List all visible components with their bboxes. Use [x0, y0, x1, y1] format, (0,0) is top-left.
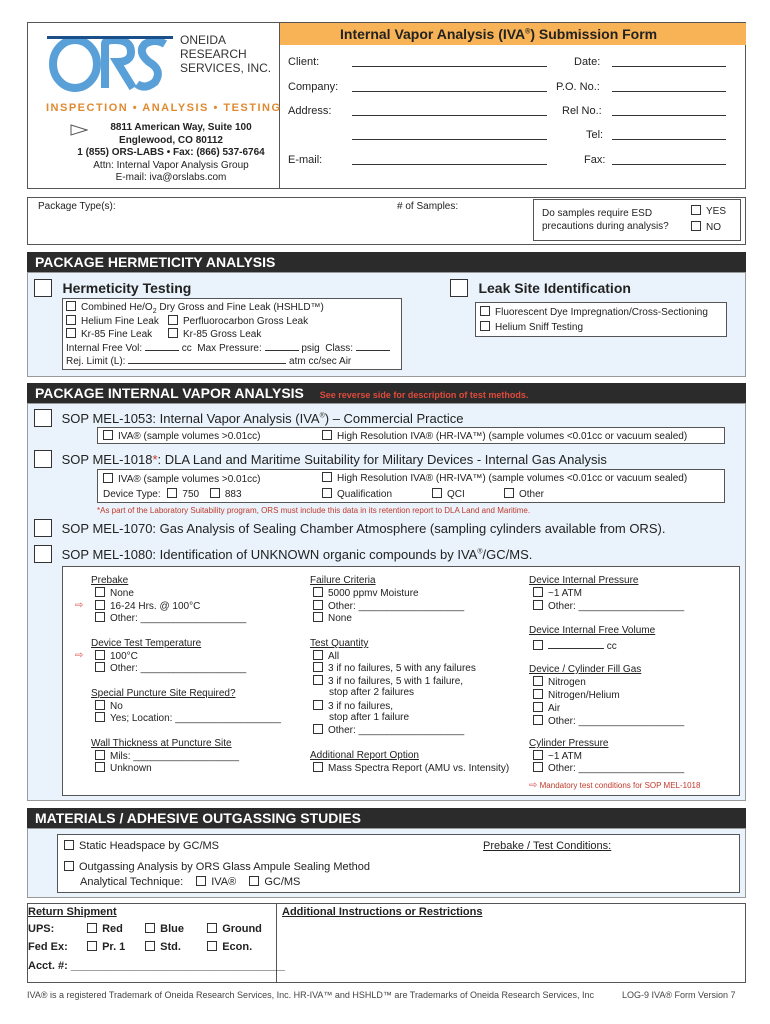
client-label: Client:: [288, 56, 320, 68]
sop1070[interactable]: SOP MEL-1070: Gas Analysis of Sealing Chamber Atmosphere (sampling cylinders available from ORS).: [34, 519, 665, 537]
company-name-line1: ONEIDA: [180, 33, 227, 47]
leak-site-title: Leak Site Identification: [478, 280, 631, 296]
hermeticity-checkbox[interactable]: [34, 279, 52, 297]
form-title: Internal Vapor Analysis (IVA®) Submission Form: [340, 26, 658, 42]
sop1018-hriva[interactable]: High Resolution IVA® (HR-IVA™) (sample volumes <0.01cc or vacuum sealed): [322, 472, 687, 484]
quantity-opt4[interactable]: 3 if no failures,: [313, 700, 393, 712]
sop1018-checkbox[interactable]: [34, 450, 52, 468]
sop1018-note: *As part of the Laboratory Suitability program, ORS must include this data in its retention report to DLA Land and Maritime.: [97, 506, 531, 515]
puncture-heading: Special Puncture Site Required?: [91, 688, 236, 699]
class-field[interactable]: [356, 350, 390, 351]
quantity-opt1[interactable]: All: [313, 650, 339, 662]
outgassing[interactable]: Outgassing Analysis by ORS Glass Ampule Sealing Method: [64, 861, 370, 873]
leak-opt2-checkbox[interactable]: [480, 321, 490, 331]
materials-band: MATERIALS / ADHESIVE OUTGASSING STUDIES: [27, 808, 746, 828]
email-field[interactable]: [352, 164, 547, 165]
fill-opt2[interactable]: Nitrogen/Helium: [533, 689, 620, 701]
static-checkbox[interactable]: [64, 840, 74, 850]
prebake-opt1[interactable]: None: [95, 587, 134, 599]
dev-temp-opt2[interactable]: Other: ___________________: [95, 662, 246, 674]
fill-opt4-checkbox[interactable]: [533, 715, 543, 725]
ups-row: UPS: Red Blue Ground: [28, 923, 262, 935]
herm-opt4[interactable]: Kr-85 Fine Leak: [66, 328, 152, 340]
company-logo: [45, 30, 175, 98]
herm-opt2[interactable]: Helium Fine Leak: [66, 315, 159, 327]
quantity-opt3-cont: stop after 2 failures: [329, 687, 415, 698]
sop1018[interactable]: SOP MEL-1018*: DLA Land and Maritime Suitability for Military Devices - Internal Gas Analysis: [34, 450, 607, 468]
sop1018-iva-checkbox[interactable]: [103, 473, 113, 483]
fill-heading: Device / Cylinder Fill Gas: [529, 664, 642, 675]
company-name: [180, 33, 271, 75]
address-label: Address:: [288, 105, 332, 117]
free-vol-heading: Device Internal Free Volume: [529, 625, 656, 636]
other-option[interactable]: Other: [504, 488, 544, 500]
max-pressure-field[interactable]: [265, 350, 299, 351]
qual-checkbox[interactable]: [322, 488, 332, 498]
cyl-opt1[interactable]: ~1 ATM: [533, 750, 582, 762]
herm-opt3[interactable]: Perfluorocarbon Gross Leak: [168, 315, 308, 327]
dt750-checkbox[interactable]: [167, 488, 177, 498]
instructions-title: Additional Instructions or Restrictions: [282, 906, 483, 918]
sop1080[interactable]: SOP MEL-1080: Identification of UNKNOWN organic compounds by IVA®/GC/MS.: [34, 545, 532, 563]
client-field[interactable]: [352, 66, 547, 67]
date-label: Date:: [574, 56, 601, 68]
puncture-opt2[interactable]: Yes; Location: ___________________: [95, 712, 281, 724]
hermeticity-band: PACKAGE HERMETICITY ANALYSIS: [27, 252, 746, 272]
account-number[interactable]: Acct. #: ___________________________________: [28, 960, 285, 972]
other-checkbox[interactable]: [504, 488, 514, 498]
ups-ground-checkbox[interactable]: [207, 923, 217, 933]
fill-opt3-checkbox[interactable]: [533, 702, 543, 712]
rej-limit-row: Rej. Limit (L): atm cc/sec Air: [66, 356, 352, 367]
company-email: E-mail: iva@orslabs.com: [115, 172, 227, 183]
leak-site[interactable]: [450, 279, 631, 298]
herm-opt2-checkbox[interactable]: [66, 315, 76, 325]
quantity-opt5-checkbox[interactable]: [313, 724, 323, 734]
fill-opt2-checkbox[interactable]: [533, 689, 543, 699]
rel-label: Rel No.:: [562, 105, 602, 117]
prebake-opt2-checkbox[interactable]: [95, 600, 105, 610]
quantity-heading: Test Quantity: [310, 638, 369, 649]
fedex-row: Fed Ex: Pr. 1 Std. Econ.: [28, 941, 253, 953]
tel-field[interactable]: [612, 139, 726, 140]
free-vol-field[interactable]: [145, 350, 179, 351]
prebake-opt1-checkbox[interactable]: [95, 587, 105, 597]
sop1053-iva[interactable]: IVA® (sample volumes >0.01cc): [103, 430, 261, 442]
sop1053[interactable]: SOP MEL-1053: Internal Vapor Analysis (IVA®) – Commercial Practice: [34, 409, 463, 427]
failure-opt2-checkbox[interactable]: [313, 600, 323, 610]
qci-checkbox[interactable]: [432, 488, 442, 498]
failure-opt1-checkbox[interactable]: [313, 587, 323, 597]
technique-row: Analytical Technique: IVA® GC/MS: [80, 876, 301, 888]
herm-opt4-checkbox[interactable]: [66, 328, 76, 338]
fill-opt1-checkbox[interactable]: [533, 676, 543, 686]
technique-iva-checkbox[interactable]: [196, 876, 206, 886]
company-tagline: INSPECTION • ANALYSIS • TESTING: [46, 102, 282, 114]
prebake-opt3-checkbox[interactable]: [95, 612, 105, 622]
address-field-2[interactable]: [352, 139, 547, 140]
prebake-opt2[interactable]: 16-24 Hrs. @ 100°C: [95, 600, 200, 612]
form-title-bar: [280, 23, 746, 45]
quantity-opt3[interactable]: 3 if no failures, 5 with 1 failure,: [313, 675, 463, 687]
free-vol-input[interactable]: [548, 648, 604, 649]
fax-field[interactable]: [612, 164, 726, 165]
failure-opt2[interactable]: Other: ___________________: [313, 600, 464, 612]
ups-red-checkbox[interactable]: [87, 923, 97, 933]
leak-site-checkbox[interactable]: [450, 279, 468, 297]
esd-yes-checkbox[interactable]: [691, 205, 701, 215]
sop1018-iva[interactable]: IVA® (sample volumes >0.01cc): [103, 473, 261, 485]
outgassing-checkbox[interactable]: [64, 861, 74, 871]
dev-temp-heading: Device Test Temperature: [91, 638, 202, 649]
technique-gcms-checkbox[interactable]: [249, 876, 259, 886]
sop1080-checkbox[interactable]: [34, 545, 52, 563]
address-line2: Englewood, CO 80112: [119, 134, 223, 146]
esd-question: Do samples require ESD precautions during analysis?: [542, 208, 669, 232]
cyl-opt2[interactable]: Other: ___________________: [533, 762, 684, 774]
free-vol-checkbox[interactable]: [533, 640, 543, 650]
quantity-opt2[interactable]: 3 if no failures, 5 with any failures: [313, 662, 476, 674]
pressure-opt1[interactable]: ~1 ATM: [533, 587, 582, 599]
date-field[interactable]: [612, 66, 726, 67]
failure-opt1[interactable]: 5000 ppmv Moisture: [313, 587, 419, 599]
report-opt1-checkbox[interactable]: [313, 762, 323, 772]
esd-yes[interactable]: YES: [691, 205, 726, 217]
cyl-heading: Cylinder Pressure: [529, 738, 609, 749]
sop1053-hriva[interactable]: High Resolution IVA® (HR-IVA™) (sample volumes <0.01cc or vacuum sealed): [322, 430, 687, 442]
sop1053-hriva-checkbox[interactable]: [322, 430, 332, 440]
esd-no-checkbox[interactable]: [691, 221, 701, 231]
esd-no[interactable]: NO: [691, 221, 721, 233]
pressure-opt1-checkbox[interactable]: [533, 587, 543, 597]
prebake-opt3[interactable]: Other: ___________________: [95, 612, 246, 624]
company-phone: 1 (855) ORS-LABS • Fax: (866) 537-6764: [77, 147, 265, 158]
quantity-opt2-checkbox[interactable]: [313, 662, 323, 672]
fedex-econ-checkbox[interactable]: [207, 941, 217, 951]
puncture-opt1[interactable]: No: [95, 700, 123, 712]
report-opt1[interactable]: Mass Spectra Report (AMU vs. Intensity): [313, 762, 509, 774]
mandatory-arrow-icon: ⇨: [75, 600, 84, 611]
fedex-pr1-checkbox[interactable]: [87, 941, 97, 951]
ups-blue-checkbox[interactable]: [145, 923, 155, 933]
dev-temp-opt1-checkbox[interactable]: [95, 650, 105, 660]
wall-heading: Wall Thickness at Puncture Site: [91, 738, 232, 749]
puncture-opt2-checkbox[interactable]: [95, 712, 105, 722]
qci-option[interactable]: QCI: [432, 488, 465, 500]
device-type-row: Device Type: 750 883: [103, 489, 242, 500]
company-address: [66, 122, 276, 185]
leak-opt1-checkbox[interactable]: [480, 306, 490, 316]
po-field[interactable]: [612, 91, 726, 92]
company-name-line3: SERVICES, INC.: [180, 61, 272, 75]
leak-opt1[interactable]: Fluorescent Dye Impregnation/Cross-Sectioning: [480, 306, 708, 318]
mandatory-arrow-icon: ⇨: [75, 650, 84, 661]
sop1053-iva-checkbox[interactable]: [103, 430, 113, 440]
report-heading: Additional Report Option: [310, 750, 419, 761]
samples-label: # of Samples:: [397, 201, 459, 212]
dt883-checkbox[interactable]: [210, 488, 220, 498]
cyl-opt1-checkbox[interactable]: [533, 750, 543, 760]
hermeticity-title: Hermeticity Testing: [62, 280, 192, 296]
puncture-opt1-checkbox[interactable]: [95, 700, 105, 710]
quantity-opt4-checkbox[interactable]: [313, 700, 323, 710]
quantity-opt5[interactable]: Other: ___________________: [313, 724, 464, 736]
prebake-conditions: Prebake / Test Conditions:: [483, 840, 612, 852]
fill-opt4[interactable]: Other: ___________________: [533, 715, 684, 727]
wall-opt1-checkbox[interactable]: [95, 750, 105, 760]
fedex-std-checkbox[interactable]: [145, 941, 155, 951]
dev-temp-opt2-checkbox[interactable]: [95, 662, 105, 672]
return-shipment-title: Return Shipment: [28, 906, 117, 918]
tel-label: Tel:: [586, 129, 604, 141]
dev-temp-opt1[interactable]: 100°C: [95, 650, 138, 662]
leak-opt2[interactable]: Helium Sniff Testing: [480, 321, 583, 333]
package-types-label: Package Type(s):: [38, 201, 116, 212]
sop1070-checkbox[interactable]: [34, 519, 52, 537]
failure-opt3[interactable]: None: [313, 612, 352, 624]
herm-opt5-checkbox[interactable]: [168, 328, 178, 338]
fill-opt3[interactable]: Air: [533, 702, 560, 714]
vapor-band: PACKAGE INTERNAL VAPOR ANALYSIS See reverse side for description of test methods.: [27, 383, 746, 403]
herm-opt1-checkbox[interactable]: [66, 301, 76, 311]
wall-opt1[interactable]: Mils: ___________________: [95, 750, 239, 762]
hermeticity-testing[interactable]: [34, 279, 191, 298]
quantity-opt4-cont: stop after 1 failure: [329, 712, 410, 723]
mandatory-note: ⇨ Mandatory test conditions for SOP MEL-1018: [529, 780, 701, 791]
wall-opt2-checkbox[interactable]: [95, 762, 105, 772]
herm-opt5[interactable]: Kr-85 Gross Leak: [168, 328, 261, 340]
herm-opt3-checkbox[interactable]: [168, 315, 178, 325]
static-headspace[interactable]: Static Headspace by GC/MS: [64, 840, 219, 852]
company-field[interactable]: [352, 91, 547, 92]
wall-opt2[interactable]: Unknown: [95, 762, 152, 774]
herm-opt1[interactable]: Combined $He/O_2$ Dry Gross and Fine Leak (HSHLD™): [66, 301, 324, 313]
company-label: Company:: [288, 81, 339, 93]
email-label: E-mail:: [288, 154, 323, 166]
sop1053-checkbox[interactable]: [34, 409, 52, 427]
quantity-opt1-checkbox[interactable]: [313, 650, 323, 660]
company-name-line2: RESEARCH: [180, 47, 247, 61]
rel-field[interactable]: [612, 115, 726, 116]
address-line1: 8811 American Way, Suite 100: [110, 122, 252, 133]
company-attn: Attn: Internal Vapor Analysis Group: [93, 159, 249, 171]
po-label: P.O. No.:: [556, 81, 600, 93]
quantity-opt3-checkbox[interactable]: [313, 675, 323, 685]
fax-label: Fax:: [584, 154, 606, 166]
pressure-opt2-checkbox[interactable]: [533, 600, 543, 610]
fill-opt1[interactable]: Nitrogen: [533, 676, 586, 688]
sop1018-hriva-checkbox[interactable]: [322, 472, 332, 482]
qual-option[interactable]: Qualification: [322, 488, 392, 500]
cyl-opt2-checkbox[interactable]: [533, 762, 543, 772]
rej-limit-field[interactable]: [128, 363, 286, 364]
free-vol-row: Internal Free Vol: cc Max Pressure: psig Class:: [66, 343, 390, 354]
address-field[interactable]: [352, 115, 547, 116]
pressure-heading: Device Internal Pressure: [529, 575, 639, 586]
trademark-note: IVA® is a registered Trademark of Oneida Research Services, Inc. HR-IVA™ and HSHLD™ are Trademarks of Oneida Research Services, Inc: [27, 990, 595, 1000]
form-version: LOG-9 IVA® Form Version 7: [622, 990, 736, 1000]
pressure-opt2[interactable]: Other: ___________________: [533, 600, 684, 612]
free-vol-opt[interactable]: cc: [533, 640, 617, 652]
failure-opt3-checkbox[interactable]: [313, 612, 323, 622]
prebake-heading: Prebake: [91, 575, 129, 586]
failure-heading: Failure Criteria: [310, 575, 376, 586]
vapor-band-note: See reverse side for description of test methods.: [319, 390, 529, 400]
